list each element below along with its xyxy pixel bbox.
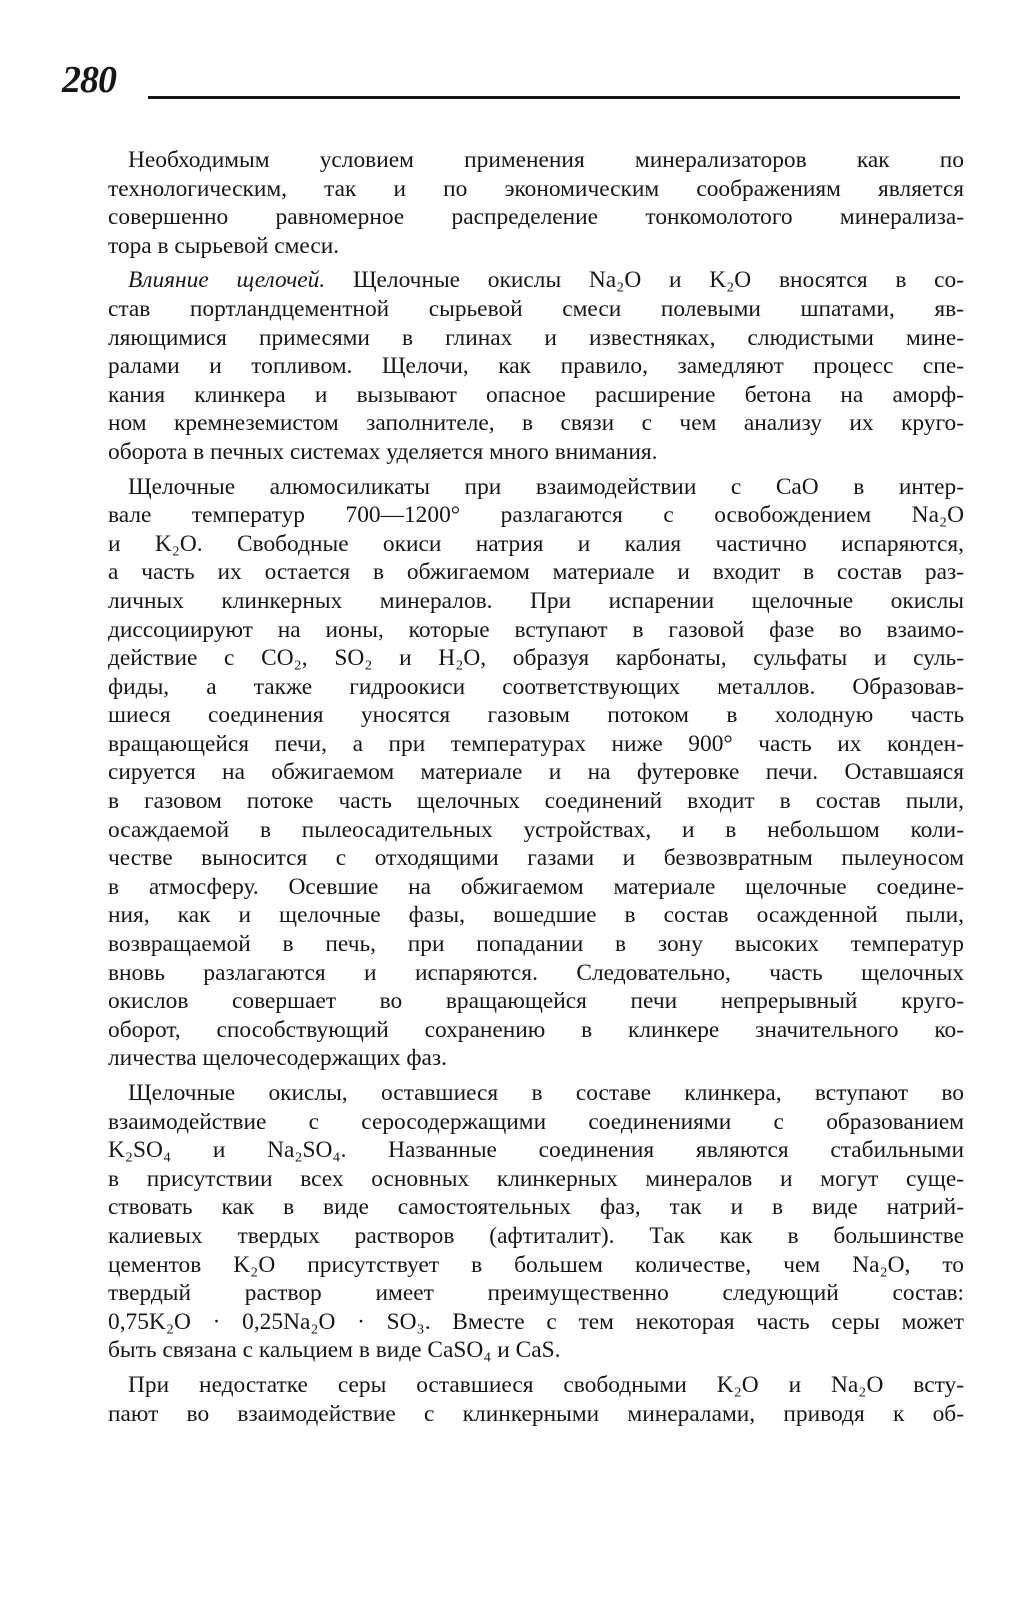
line-text: пают во взаимодействие с клинкерными минералами, приводя к об- xyxy=(108,1400,964,1427)
line-text: и K₂O. Свободные окиси натрия и калия частично испаряются, xyxy=(108,530,964,557)
line-text: калиевых твердых растворов (афтиталит). Так как в большинстве xyxy=(108,1222,964,1249)
text-line xyxy=(108,1251,964,1280)
line-text: а часть их остается в обжигаемом материале и входит в состав раз- xyxy=(108,559,964,586)
line-text: цементов K₂O присутствует в большем количестве, чем Na₂O, то xyxy=(108,1251,964,1278)
line-text: вале температур 700—1200° разлагаются с освобождением Na₂O xyxy=(108,502,964,529)
text-line xyxy=(108,901,964,930)
line-text: ния, как и щелочные фазы, вошедшие в состав осажденной пыли, xyxy=(108,902,964,929)
text-line xyxy=(108,232,964,261)
text-line xyxy=(108,873,964,902)
line-text: Необходимым условием применения минерализаторов как по xyxy=(128,147,964,173)
text-line xyxy=(108,959,964,988)
line-text: K₂SO₄ и Na₂SO₄. Названные соединения являются стабильными xyxy=(108,1137,964,1164)
text-line xyxy=(108,730,964,759)
text-line xyxy=(108,701,964,730)
line-text: взаимодействие с серосодержащими соединениями с образованием xyxy=(108,1108,964,1135)
text-line xyxy=(108,203,964,232)
text-line xyxy=(108,501,964,530)
line-text: тора в сырьевой смеси. xyxy=(108,232,340,259)
text-line xyxy=(108,673,964,702)
text-line xyxy=(108,1079,964,1108)
header-rule xyxy=(148,96,960,99)
paragraph xyxy=(108,473,964,1073)
line-text: сируется на обжигаемом материале и на футеровке печи. Оставшаяся xyxy=(108,759,964,786)
line-text: действие с CO₂, SO₂ и H₂O, образуя карбонаты, сульфаты и суль- xyxy=(108,645,964,672)
line-text: фиды, а также гидроокиси соответствующих металлов. Образовав- xyxy=(108,673,964,700)
page-number: 280 xyxy=(62,59,116,101)
line-text: личных клинкерных минералов. При испарении щелочные окислы xyxy=(108,587,964,614)
text-line xyxy=(108,1108,964,1137)
line-text: в атмосферу. Осевшие на обжигаемом материале щелочные соедине- xyxy=(108,873,964,900)
line-text: ралами и топливом. Щелочи, как правило, замедляют процесс спе- xyxy=(108,353,964,380)
text-line xyxy=(108,1193,964,1222)
line-text: вращающейся печи, а при температурах ниже 900° часть их конден- xyxy=(108,730,964,757)
line-text: осаждаемой в пылеосадительных устройствах, и в небольшом коли- xyxy=(108,816,964,843)
line-text: честве выносится с отходящими газами и безвозвратным пылеуносом xyxy=(108,845,964,872)
paragraph-lead: Влияние щелочей. xyxy=(128,267,326,294)
line-text: быть связана с кальцием в виде CaSO₄ и CaS. xyxy=(108,1337,561,1364)
text-line xyxy=(108,1165,964,1194)
text-line xyxy=(108,616,964,645)
text-line xyxy=(108,352,964,381)
line-text: став портландцементной сырьевой смеси полевыми шпатами, яв- xyxy=(108,295,964,322)
line-text: совершенно равномерное распределение тонкомолотого минерализа- xyxy=(108,204,964,231)
text-line xyxy=(108,1371,964,1400)
line-text: в присутствии всех основных клинкерных минералов и могут суще- xyxy=(108,1165,964,1192)
line-text: возвращаемой в печь, при попадании в зону высоких температур xyxy=(108,931,964,958)
line-text: ном кремнеземистом заполнителе, в связи с чем анализу их круго- xyxy=(108,410,964,437)
line-text: Щелочные алюмосиликаты при взаимодействии с CaO в интер- xyxy=(128,473,964,500)
line-text: оборота в печных системах уделяется много внимания. xyxy=(108,438,658,465)
text-line xyxy=(108,295,964,324)
line-text: личества щелочесодержащих фаз. xyxy=(108,1045,447,1072)
text-line xyxy=(108,930,964,959)
line-text: оборот, способствующий сохранению в клинкере значительного ко- xyxy=(108,1016,964,1043)
text-line xyxy=(108,558,964,587)
text-line xyxy=(108,1308,964,1337)
text-line xyxy=(108,1400,964,1429)
text-line xyxy=(108,146,964,175)
body-text xyxy=(108,146,964,1428)
text-line xyxy=(108,787,964,816)
line-text: диссоциируют на ионы, которые вступают в газовой фазе во взаимо- xyxy=(108,616,964,643)
text-line xyxy=(108,844,964,873)
line-text: шиеся соединения уносятся газовым потоком в холодную часть xyxy=(108,702,964,729)
line-text: Щелочные окислы, оставшиеся в составе клинкера, вступают во xyxy=(128,1080,964,1106)
text-line xyxy=(108,816,964,845)
text-line xyxy=(108,587,964,616)
line-text: 0,75K₂O · 0,25Na₂O · SO₃. Вместе с тем некоторая часть серы может xyxy=(108,1308,964,1335)
line-text: При недостатке серы оставшиеся свободными K₂O и Na₂O всту- xyxy=(128,1371,964,1398)
paragraph xyxy=(108,1371,964,1428)
text-line xyxy=(108,1279,964,1308)
text-line xyxy=(108,758,964,787)
text-line xyxy=(108,381,964,410)
line-text: вновь разлагаются и испаряются. Следовательно, часть щелочных xyxy=(108,959,964,986)
text-line xyxy=(108,530,964,559)
paragraph xyxy=(108,266,964,466)
line-text: ствовать как в виде самостоятельных фаз, так и в виде натрий- xyxy=(108,1194,964,1221)
line-text: технологическим, так и по экономическим соображениям является xyxy=(108,175,964,202)
line-text: Щелочные окислы Na₂O и K₂O вносятся в со- xyxy=(325,267,964,294)
text-line xyxy=(108,473,964,502)
text-line xyxy=(108,266,964,295)
text-line xyxy=(108,409,964,438)
line-text: ляющимися примесями в глинах и известняках, слюдистыми мине- xyxy=(108,324,964,351)
page-header xyxy=(62,58,962,108)
line-text: окислов совершает во вращающейся печи непрерывный круго- xyxy=(108,988,964,1015)
line-text: кания клинкера и вызывают опасное расширение бетона на аморф- xyxy=(108,381,964,408)
text-line xyxy=(108,1044,964,1073)
text-line xyxy=(108,1336,964,1365)
text-line xyxy=(108,987,964,1016)
paragraph xyxy=(108,146,964,260)
text-line xyxy=(108,438,964,467)
line-text: в газовом потоке часть щелочных соединений входит в состав пыли, xyxy=(108,788,964,815)
text-line xyxy=(108,1136,964,1165)
text-line xyxy=(108,1016,964,1045)
text-line xyxy=(108,324,964,353)
text-line xyxy=(108,175,964,204)
text-line xyxy=(108,644,964,673)
paragraph xyxy=(108,1079,964,1365)
text-line xyxy=(108,1222,964,1251)
line-text: твердый раствор имеет преимущественно следующий состав: xyxy=(108,1280,964,1307)
